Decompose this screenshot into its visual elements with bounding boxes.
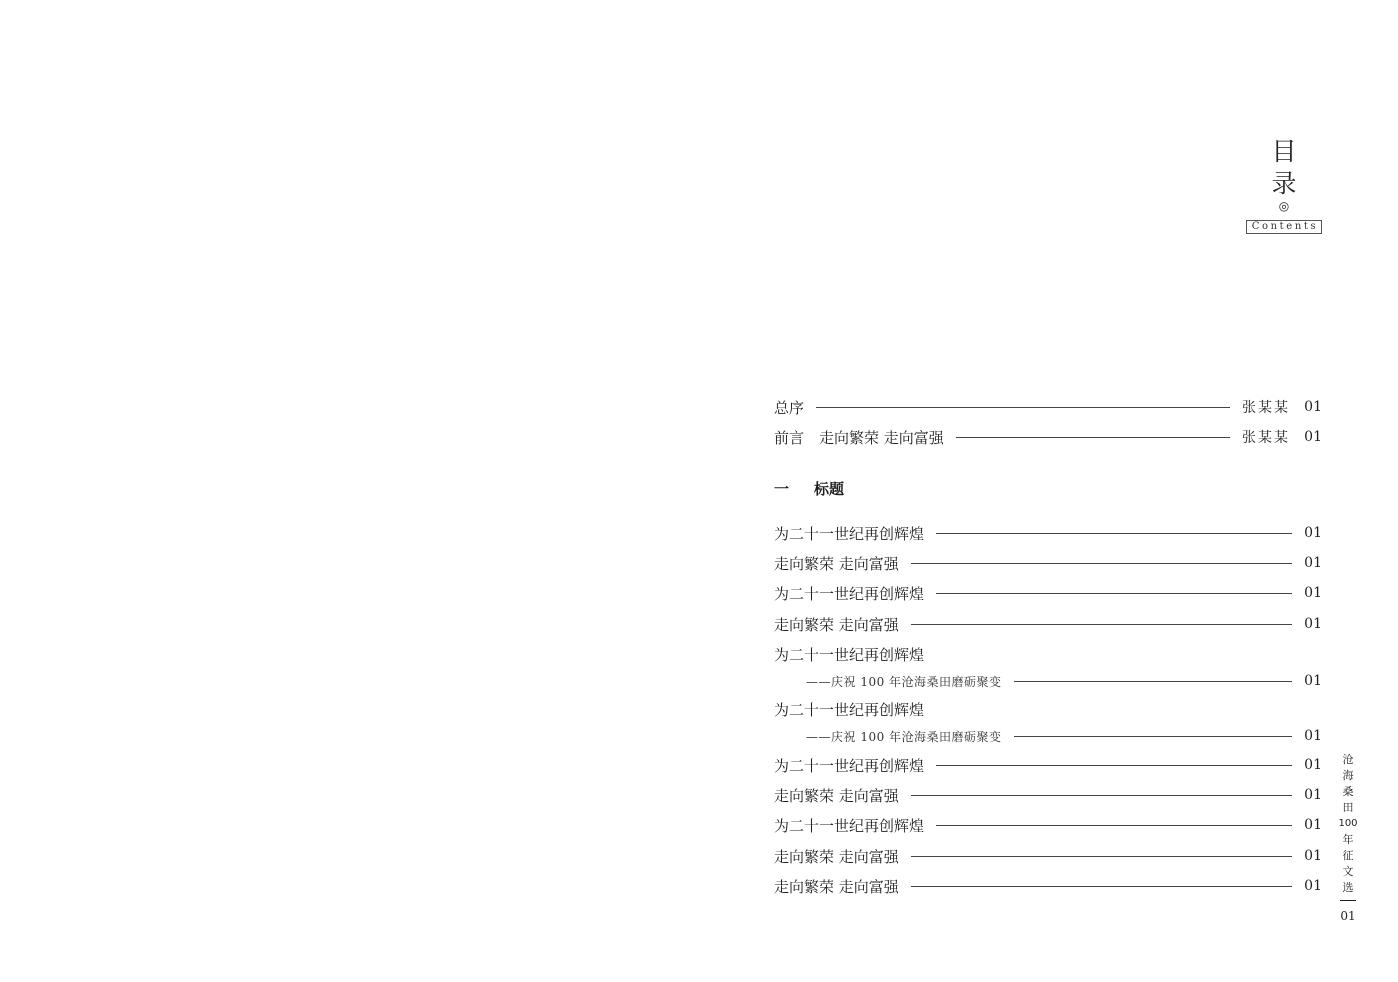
dot-leader bbox=[1014, 681, 1292, 682]
entry-page: 01 bbox=[1304, 787, 1322, 803]
section-title: 标题 bbox=[814, 480, 845, 498]
toc-entry-subtitle-row[interactable] bbox=[774, 669, 1322, 693]
entry-page: 01 bbox=[1304, 817, 1322, 833]
dot-leader bbox=[911, 886, 1292, 887]
toc-entry[interactable] bbox=[774, 753, 1322, 777]
entry-title: 为二十一世纪再创辉煌 bbox=[774, 524, 925, 543]
entry-title: 为二十一世纪再创辉煌 bbox=[774, 700, 925, 719]
toc-entry[interactable] bbox=[774, 844, 1322, 868]
running-title-char: 征 bbox=[1342, 849, 1354, 862]
running-title bbox=[1336, 752, 1360, 923]
entry-title: 为二十一世纪再创辉煌 bbox=[774, 645, 925, 664]
toc-heading bbox=[1240, 136, 1328, 234]
entry-page: 01 bbox=[1304, 525, 1322, 541]
entry-page: 01 bbox=[1304, 673, 1322, 689]
toc-entry[interactable] bbox=[774, 581, 1322, 605]
dot-leader bbox=[911, 624, 1292, 625]
bullseye-icon: ◎ bbox=[1278, 199, 1290, 213]
dot-leader bbox=[936, 825, 1292, 826]
entry-page: 01 bbox=[1304, 728, 1322, 744]
dot-leader bbox=[816, 407, 1230, 408]
toc-entry[interactable] bbox=[774, 551, 1322, 575]
entry-title: 走向繁荣 走向富强 bbox=[774, 615, 899, 634]
toc-entry-preface[interactable] bbox=[774, 395, 1322, 419]
entry-title: 为二十一世纪再创辉煌 bbox=[774, 584, 925, 603]
running-title-char: 桑 bbox=[1342, 785, 1354, 798]
entry-title: 为二十一世纪再创辉煌 bbox=[774, 816, 925, 835]
toc-entry-subtitle-row[interactable] bbox=[774, 724, 1322, 748]
entry-page: 01 bbox=[1304, 399, 1322, 415]
dot-leader bbox=[936, 765, 1292, 766]
running-title-char: 海 bbox=[1342, 769, 1354, 782]
entry-title: 走向繁荣 走向富强 bbox=[774, 786, 899, 805]
toc-entry-foreword[interactable] bbox=[774, 425, 1322, 449]
running-title-char: 田 bbox=[1342, 801, 1354, 814]
toc-entry[interactable] bbox=[774, 612, 1322, 636]
running-title-char: 年 bbox=[1342, 833, 1354, 846]
toc-entry[interactable] bbox=[774, 697, 1322, 721]
entry-page: 01 bbox=[1304, 429, 1322, 445]
toc-entry[interactable] bbox=[774, 521, 1322, 545]
entry-page: 01 bbox=[1304, 848, 1322, 864]
entry-title: 走向繁荣 走向富强 bbox=[774, 847, 899, 866]
entry-page: 01 bbox=[1304, 616, 1322, 632]
entry-page: 01 bbox=[1304, 585, 1322, 601]
section-number: 一 bbox=[774, 480, 790, 498]
section-heading bbox=[774, 478, 844, 499]
dot-leader bbox=[1014, 736, 1292, 737]
entry-title: 走向繁荣 走向富强 bbox=[774, 877, 899, 896]
dot-leader bbox=[911, 563, 1292, 564]
running-title-char: 文 bbox=[1342, 865, 1354, 878]
running-title-char: 100 bbox=[1338, 818, 1358, 829]
entry-title: 为二十一世纪再创辉煌 bbox=[774, 756, 925, 775]
toc-entry[interactable] bbox=[774, 783, 1322, 807]
running-title-rule bbox=[1340, 900, 1356, 901]
dot-leader bbox=[956, 437, 1230, 438]
dot-leader bbox=[936, 533, 1292, 534]
dot-leader bbox=[911, 856, 1292, 857]
running-title-char: 沧 bbox=[1342, 753, 1354, 766]
toc-subtitle: Contents bbox=[1246, 220, 1322, 234]
toc-title: 目 录 bbox=[1271, 137, 1305, 198]
toc-entry[interactable] bbox=[774, 874, 1322, 898]
entry-author: 张某某 bbox=[1242, 430, 1290, 446]
entry-page: 01 bbox=[1304, 878, 1322, 894]
entry-title: 走向繁荣 走向富强 bbox=[774, 554, 899, 573]
entry-author: 张某某 bbox=[1242, 400, 1290, 416]
toc-entry[interactable] bbox=[774, 642, 1322, 666]
entry-title: 总序 bbox=[774, 398, 805, 417]
entry-subtitle: ——庆祝 100 年沧海桑田磨砺聚变 bbox=[806, 729, 1002, 744]
dot-leader bbox=[911, 795, 1292, 796]
entry-page: 01 bbox=[1304, 757, 1322, 773]
toc-entry[interactable] bbox=[774, 813, 1322, 837]
page-number: 01 bbox=[1340, 909, 1356, 923]
entry-page: 01 bbox=[1304, 555, 1322, 571]
running-title-char: 选 bbox=[1342, 881, 1354, 894]
dot-leader bbox=[936, 593, 1292, 594]
entry-subtitle: ——庆祝 100 年沧海桑田磨砺聚变 bbox=[806, 674, 1002, 689]
entry-title: 前言 走向繁荣 走向富强 bbox=[774, 428, 944, 447]
